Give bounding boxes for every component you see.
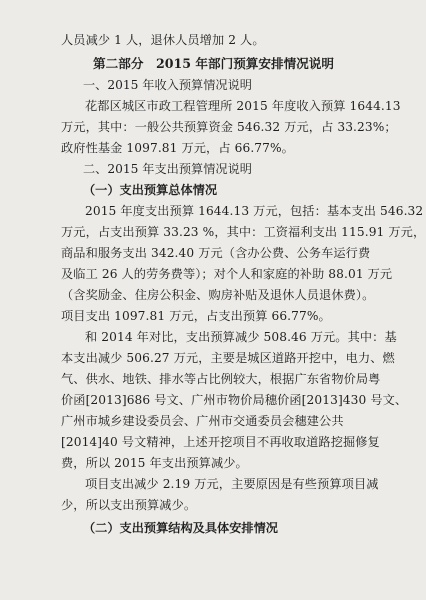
paragraph-line: （含奖励金、住房公积金、购房补贴及退休人员退休费）。 — [61, 288, 375, 302]
paragraph-line: 少，所以支出预算减少。 — [61, 498, 197, 512]
paragraph-line: 商品和服务支出 342.40 万元（含办公费、公务车运行费 — [61, 246, 371, 260]
paragraph-line: 广州市城乡建设委员会、广州市交通委员会穗建公共 — [61, 414, 344, 428]
paragraph-line: 价函[2013]686 号文、广州市物价局穗价函[2013]430 号文、 — [61, 393, 408, 407]
paragraph-line: [2014]40 号文精神，上述开挖项目不再收取道路挖掘修复 — [61, 435, 380, 449]
paragraph-line: 万元，占支出预算 33.23 %，其中：工资福利支出 115.91 万元， — [61, 225, 426, 239]
paragraph-line: 和 2014 年对比，支出预算减少 508.46 万元。其中：基 — [85, 330, 397, 344]
paragraph-line: 2015 年度支出预算 1644.13 万元，包括：基本支出 546.32 — [85, 204, 424, 218]
paragraph-line: 费，所以 2015 年支出预算减少。 — [61, 456, 248, 470]
subsection-heading-overall: （一）支出预算总体情况 — [83, 183, 218, 197]
paragraph-line: 项目支出减少 2.19 万元，主要原因是有些预算项目减 — [85, 477, 379, 491]
paragraph-line: 项目支出 1097.81 万元，占支出预算 66.77%。 — [61, 309, 331, 323]
paragraph-line: 及临工 26 人的劳务费等）；对个人和家庭的补助 88.01 万元 — [61, 267, 393, 281]
paragraph-line: 万元，其中：一般公共预算资金 546.32 万元，占 33.23%； — [61, 120, 397, 134]
subsection-heading-structure: （二）支出预算结构及具体安排情况 — [83, 521, 278, 535]
section-heading-income: 一、2015 年收入预算情况说明 — [83, 78, 252, 92]
paragraph-line: 政府性基金 1097.81 万元，占 66.77%。 — [61, 141, 294, 155]
paragraph-line: 人员减少 1 人，退休人员增加 2 人。 — [61, 33, 265, 47]
paragraph-line: 气、供水、地铁、排水等占比例较大，根据广东省物价局粤 — [61, 372, 381, 386]
paragraph-line: 花都区城区市政工程管理所 2015 年度收入预算 1644.13 — [85, 99, 401, 113]
part-title: 第二部分 2015 年部门预算安排情况说明 — [93, 56, 334, 71]
section-heading-expenditure: 二、2015 年支出预算情况说明 — [83, 162, 252, 176]
paragraph-line: 本支出减少 506.27 万元，主要是城区道路开挖中，电力、燃 — [61, 351, 395, 365]
